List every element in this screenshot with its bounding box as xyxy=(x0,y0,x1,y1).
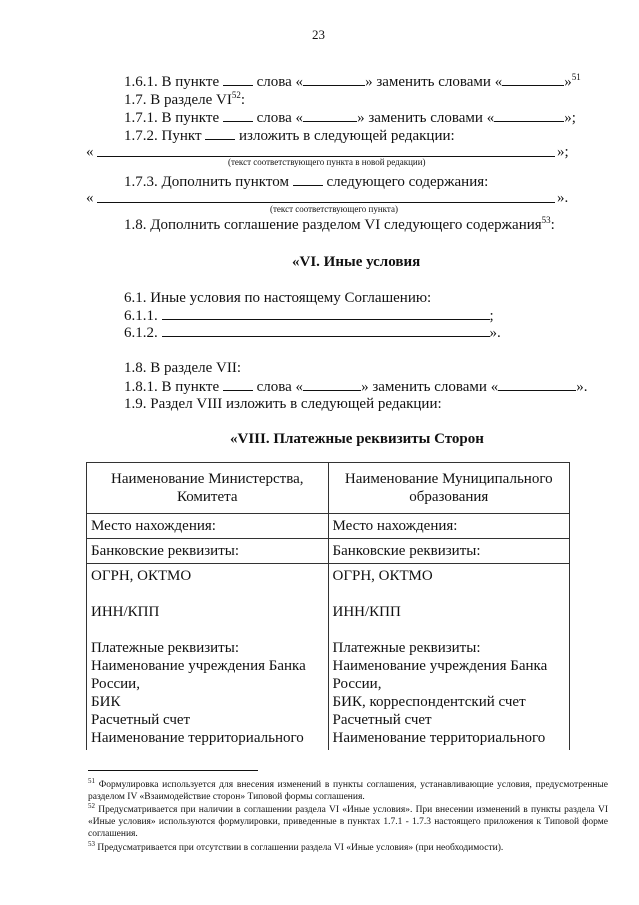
detail-line xyxy=(91,585,324,603)
table-row xyxy=(87,514,570,539)
line-1-6-1: 1.6.1. В пункте слова « » заменить словами « »$^{51}$ xyxy=(124,72,581,90)
caption-new-edition: (текст соответствующего пункта в новой редакции) xyxy=(228,157,426,167)
detail-line xyxy=(91,621,324,639)
table-row xyxy=(87,539,570,564)
detail-line: Расчетный счет xyxy=(332,712,432,728)
detail-line: ИНН/КПП xyxy=(91,604,160,620)
detail-line: Наименование территориального xyxy=(91,730,304,746)
quote-open-1: « xyxy=(86,144,94,160)
detail-line: Наименование учреждения Банка xyxy=(91,658,306,674)
detail-line: Платежные реквизиты: xyxy=(332,640,481,656)
detail-line: БИК xyxy=(91,694,121,710)
details-right xyxy=(328,564,570,751)
location-left: Место нахождения: xyxy=(87,514,329,539)
detail-line: ОГРН, ОКТМО xyxy=(91,568,192,584)
footnote-divider xyxy=(88,770,258,771)
heading-section-viii: «VIII. Платежные реквизиты Сторон xyxy=(230,431,484,447)
detail-line: ОГРН, ОКТМО xyxy=(332,568,433,584)
detail-line: России, xyxy=(91,676,140,692)
detail-line: Наименование учреждения Банка xyxy=(332,658,548,674)
line-1-7-1: 1.7.1. В пункте слова « » заменить словами « »; xyxy=(124,110,576,126)
table-row xyxy=(87,463,570,514)
requisites-table xyxy=(86,462,570,750)
line-6-1-1: 6.1.1. ; xyxy=(124,308,494,324)
header-left: Наименование Министерства, Комитета xyxy=(87,463,329,514)
detail-line: БИК, корреспондентский счет xyxy=(332,694,526,710)
line-1-7-3: 1.7.3. Дополнить пунктом следующего содержания: xyxy=(124,174,489,190)
detail-line: ИНН/КПП xyxy=(332,604,401,620)
line-6-1-2: 6.1.2. ». xyxy=(124,325,501,341)
line-1-9: 1.9. Раздел VIII изложить в следующей редакции: xyxy=(124,396,442,412)
detail-line: Наименование территориального xyxy=(332,730,546,746)
line-1-7: 1.7. В разделе VI$^{52}$: xyxy=(124,90,245,108)
detail-line: Платежные реквизиты: xyxy=(91,640,239,656)
detail-line xyxy=(333,621,566,639)
quote-open-2: « xyxy=(86,190,94,206)
line-1-8-vii: 1.8. В разделе VII: xyxy=(124,360,241,376)
quote-close-1: »; xyxy=(557,144,569,160)
line-1-8-1: 1.8.1. В пункте слова « » заменить словами « ». xyxy=(124,379,588,395)
table-row xyxy=(87,564,570,751)
line-1-7-2: 1.7.2. Пункт изложить в следующей редакции: xyxy=(124,128,455,144)
detail-line xyxy=(333,585,566,603)
fill-line-2 xyxy=(97,202,555,203)
line-6-1: 6.1. Иные условия по настоящему Соглашению: xyxy=(124,290,432,306)
footnote-51: $^{51}$ Формулировка используется для внесения изменений в пункты соглашения, устанавливающие условия, предусмотренные разделом IV «Взаимодействие сторон» Типовой формы соглашения. xyxy=(88,777,608,803)
bank-left: Банковские реквизиты: xyxy=(87,539,329,564)
quote-close-2: ». xyxy=(557,190,569,206)
page-number: 23 xyxy=(312,27,325,42)
bank-right: Банковские реквизиты: xyxy=(328,539,570,564)
header-right: Наименование Муниципального образования xyxy=(328,463,570,514)
heading-section-vi: «VI. Иные условия xyxy=(292,254,421,270)
line-1-8: 1.8. Дополнить соглашение разделом VI следующего содержания$^{53}$: xyxy=(124,215,555,233)
location-right: Место нахождения: xyxy=(328,514,570,539)
footnote-53: $^{53}$ Предусматривается при отсутствии в соглашении раздела VI «Иные условия» (при необходимости). xyxy=(88,840,504,854)
caption-point-text: (текст соответствующего пункта) xyxy=(270,204,398,214)
details-left xyxy=(87,564,329,751)
detail-line: России, xyxy=(332,676,382,692)
footnote-52: $^{52}$ Предусматривается при наличии в соглашении раздела VI «Иные условия». При внесении изменений в пункты раздела VI «Иные условия» используются формулировки, приведенные в пунктах 1.7.1 - 1.7.3 настоящего приложения к Типовой форме соглашения. xyxy=(88,802,608,840)
detail-line: Расчетный счет xyxy=(91,712,191,728)
